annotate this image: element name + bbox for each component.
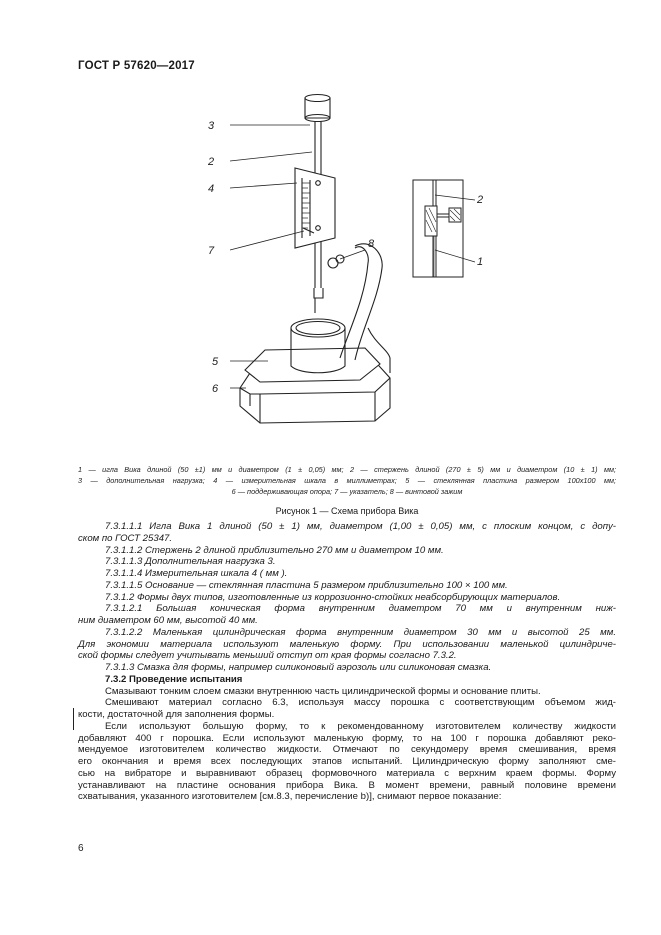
paragraph: Смазывают тонким слоем смазки внутреннюю часть цилиндрической формы и основание плиты. — [105, 685, 541, 697]
callout-8: 8 — [368, 238, 375, 250]
page-number: 6 — [78, 843, 84, 854]
paragraph: его окончания и время всех последующих этапов испытаний. Цилиндрическую форму заполняют сме- — [78, 756, 616, 767]
paragraph: Для экономии материала используют маленькую форму. При использовании маленькой цилиндриче- — [78, 638, 616, 650]
callout-7: 7 — [208, 245, 215, 257]
paragraph: ним диаметром 60 мм, высотой 40 мм. — [78, 615, 258, 626]
paragraph: 7.3.1.2.1 Большая коническая форма внутренним диаметром 70 мм и внутренним ниж- — [105, 603, 616, 615]
document-header: ГОСТ Р 57620—2017 — [78, 60, 195, 72]
document-body — [78, 521, 616, 803]
figure-legend — [78, 464, 616, 497]
paragraph: 7.3.1.1.2 Стержень 2 длиной приблизительно 270 мм и диаметром 10 мм. — [105, 544, 444, 556]
paragraph: схватывания, указанного изготовителем [см.8.3, перечисление b)], снимают первое показание: — [78, 791, 502, 803]
callout-5: 5 — [212, 356, 219, 368]
callout-2: 2 — [208, 156, 215, 168]
paragraph: 7.3.1.1.3 Дополнительная нагрузка 3. — [105, 556, 276, 568]
paragraph: ской формы следует учитывать меньший отступ от края формы согласно 7.3.2. — [78, 650, 457, 662]
paragraph: Смешивают материал согласно 6.3, используя массу порошка с соответствующим объемом жид- — [105, 697, 616, 709]
paragraph: ском по ГОСТ 25347. — [78, 532, 173, 544]
paragraph: мендуемое изготовителем количество жидкости. Отмечают по секундомеру время смешивания, время — [78, 744, 616, 756]
paragraph: кости, достаточной для заполнения формы. — [78, 709, 275, 720]
legend-line: 1 — игла Вика длиной (50 ±1) мм и диаметром (1 ± 0,05) мм; 2 — стержень длиной (270 ± 5) мм и диаметром (10 ± 1) мм; — [78, 465, 616, 474]
paragraph: добавляют 400 г порошка. Если используют маленькую форму, то на 100 г порошка добавляют реко- — [78, 732, 616, 744]
paragraph: 7.3.1.2.2 Маленькая цилиндрическая форма внутренним диаметром 30 мм и высотой 25 мм. — [105, 626, 616, 638]
paragraph: 7.3.1.1.4 Измерительная шкала 4 ( мм ). — [105, 568, 288, 579]
callout-3: 3 — [208, 120, 215, 132]
paragraph: сью на вибраторе и выравнивают образец формовочного материала с верхним краем формы. Форму — [78, 767, 616, 779]
paragraph: Если используют большую форму, то к рекомендованному изготовителем количеству жидкости — [105, 720, 616, 732]
paragraph: 7.3.1.1.1 Игла Вика 1 длиной (50 ± 1) мм, диаметром (1,00 ± 0,05) мм, с плоским концом, с допу- — [105, 521, 616, 532]
change-bar — [73, 708, 74, 730]
needle-detail-inset — [405, 170, 495, 285]
paragraph: 7.3.1.2 Формы двух типов, изготовленные из коррозионно-стойких неабсорбирующих материалов. — [105, 591, 561, 603]
inset-callout-2: 2 — [477, 194, 484, 206]
callout-6: 6 — [212, 383, 219, 395]
paragraph: 7.3.1.1.5 Основание — стеклянная пластина 5 размером приблизительно 100 × 100 мм. — [105, 579, 508, 591]
section-heading: 7.3.2 Проведение испытания — [105, 673, 243, 685]
figure-caption: Рисунок 1 — Схема прибора Вика — [275, 506, 419, 516]
paragraph: 7.3.1.3 Смазка для формы, например силиконовый аэрозоль или силиконовая смазка. — [105, 662, 492, 673]
legend-line: 3 — дополнительная нагрузка; 4 — измерительная шкала в миллиметрах; 5 — стеклянная пластина размером 100х100 мм; — [78, 476, 616, 485]
paragraph: устанавливают на пластине основания прибора Вика. В момент времени, равный половине времени — [78, 779, 616, 791]
inset-callout-1: 1 — [477, 256, 484, 268]
callout-4: 4 — [208, 183, 215, 195]
legend-line: 6 — поддерживающая опора; 7 — указатель; 8 — винтовой зажим — [231, 487, 463, 496]
